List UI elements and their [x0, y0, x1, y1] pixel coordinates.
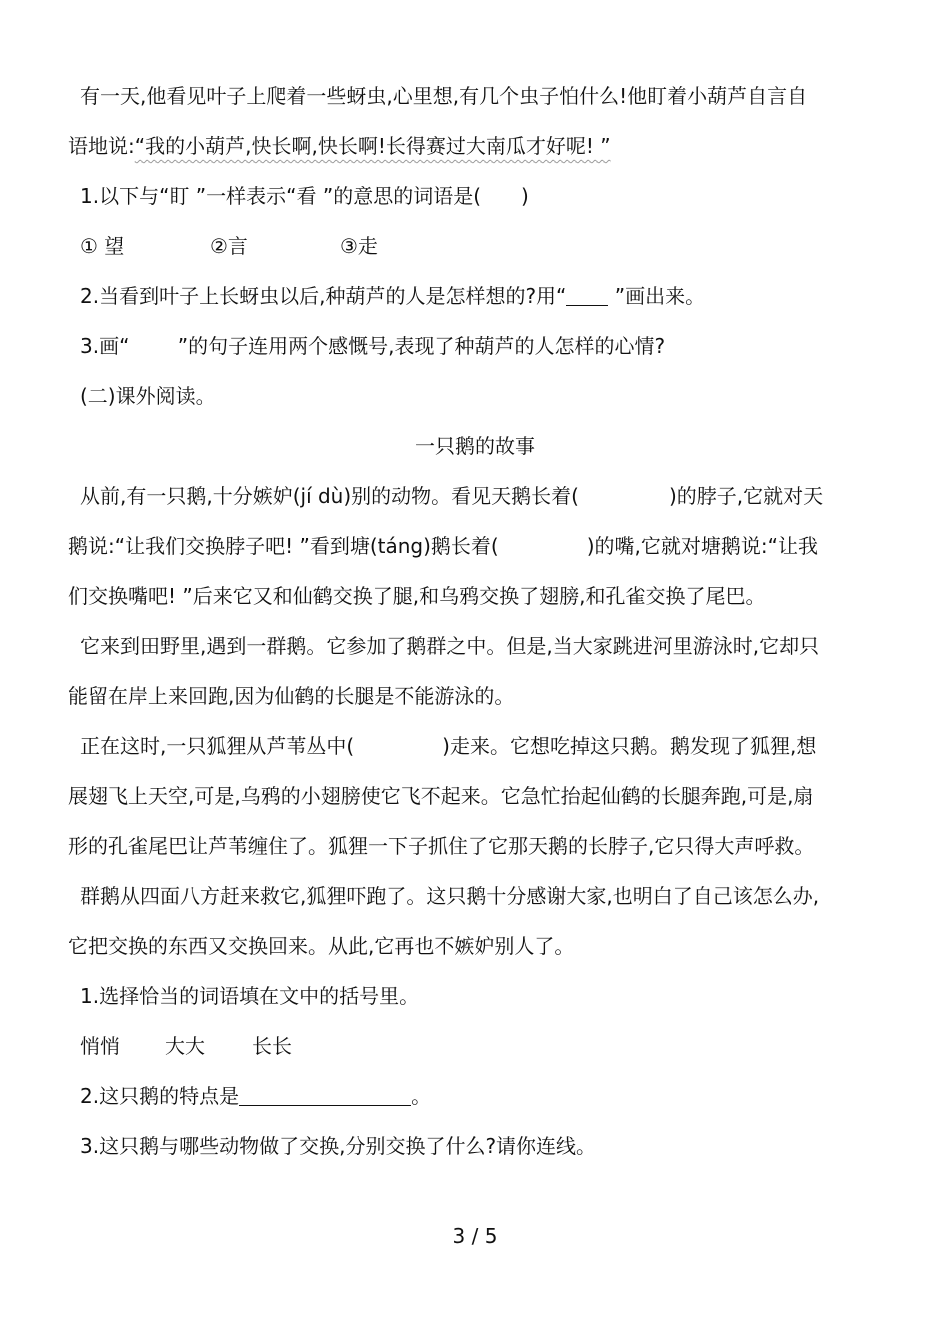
passage-line: 展翅飞上天空,可是,乌鸦的小翅膀使它飞不起来。它急忙抬起仙鹤的长腿奔跑,可是,扇: [68, 784, 814, 808]
passage-text: 正在这时,一只狐狸从芦苇丛中(: [80, 734, 355, 758]
option-3: ③走: [340, 234, 378, 258]
question-text: ”的句子连用两个感慨号,表现了种葫芦的人怎样的心情?: [171, 334, 666, 358]
passage-text: 语地说:: [68, 134, 135, 158]
sub-question-1: 1.选择恰当的词语填在文中的括号里。: [80, 984, 420, 1008]
passage-line: 群鹅从四面八方赶来救它,狐狸吓跑了。这只鹅十分感谢大家,也明白了自己该怎么办,: [80, 884, 820, 908]
story-title: 一只鹅的故事: [415, 434, 535, 458]
passage-line: 能留在岸上来回跑,因为仙鹤的长腿是不能游泳的。: [68, 684, 515, 708]
passage-line: 有一天,他看见叶子上爬着一些蚜虫,心里想,有几个虫子怕什么!他盯着小葫芦自言自: [80, 84, 808, 108]
question-text: 1.以下与“盯 ”一样表示“看 ”的意思的词语是(: [80, 184, 482, 208]
passage-line: 它把交换的东西又交换回来。从此,它再也不嫉妒别人了。: [68, 934, 575, 958]
sub-question-2: [80, 1081, 431, 1111]
section-heading: (二)课外阅读。: [80, 384, 216, 408]
word-choice: 大大: [165, 1034, 205, 1058]
option-1: ① 望: [80, 234, 125, 258]
question-1: [80, 181, 529, 211]
passage-line: 形的孔雀尾巴让芦苇缠住了。狐狸一下子抓住了它那天鹅的长脖子,它只得大声呼救。: [68, 834, 815, 858]
question-text: 2.当看到叶子上长蚜虫以后,种葫芦的人是怎样想的?用“: [80, 284, 567, 308]
sub-question-3: 3.这只鹅与哪些动物做了交换,分别交换了什么?请你连线。: [80, 1134, 597, 1158]
wavy-underline-mark: [129, 331, 171, 351]
passage-text: 鹅说:“让我们交换脖子吧! ”看到塘(táng)鹅长着(: [68, 534, 499, 558]
question-2: [80, 281, 705, 311]
underline-mark: [566, 285, 608, 306]
passage-line: 们交换嘴吧! ”后来它又和仙鹤交换了腿,和乌鸦交换了翅膀,和孔雀交换了尾巴。: [68, 584, 766, 608]
passage-line: [68, 131, 611, 161]
question-text: 。: [411, 1084, 432, 1108]
passage-text: )走来。它想吃掉这只鹅。鹅发现了狐狸,想: [442, 734, 817, 758]
passage-line: [80, 481, 823, 511]
option-2: ②言: [210, 234, 248, 258]
question-text: ): [521, 184, 529, 208]
passage-line: [80, 731, 816, 761]
answer-blank[interactable]: [239, 1085, 411, 1106]
page-number: 3 / 5: [452, 1224, 498, 1248]
word-choice: 长长: [252, 1034, 292, 1058]
passage-text: 从前,有一只鹅,十分嫉妒(jí dù)别的动物。看见天鹅长着(: [80, 484, 579, 508]
quoted-speech: “我的小葫芦,快长啊,快长啊!长得赛过大南瓜才好呢! ”: [134, 134, 611, 158]
passage-text: )的脖子,它就对天: [668, 484, 824, 508]
question-text: 3.画“: [80, 334, 130, 358]
passage-text: )的嘴,它就对塘鹅说:“让我: [586, 534, 818, 558]
passage-line: 它来到田野里,遇到一群鹅。它参加了鹅群之中。但是,当大家跳进河里游泳时,它却只: [80, 634, 820, 658]
question-3: [80, 331, 665, 361]
question-text: 2.这只鹅的特点是: [80, 1084, 240, 1108]
passage-line: [68, 531, 818, 561]
question-text: ”画出来。: [608, 284, 706, 308]
word-choice: 悄悄: [80, 1034, 120, 1058]
